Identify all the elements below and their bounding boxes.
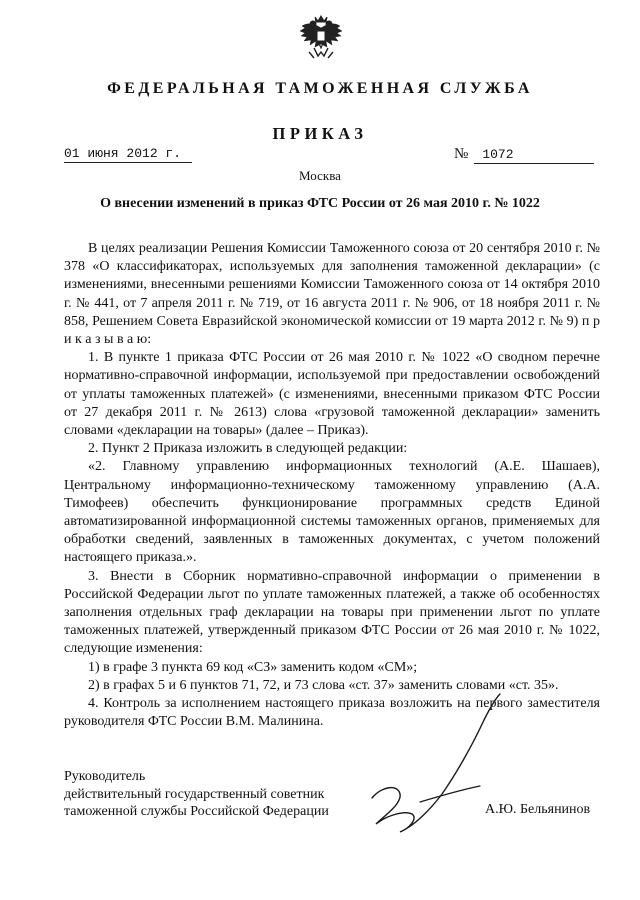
preamble-paragraph: В целях реализации Решения Комиссии Таможенного союза от 20 сентября 2010 г. № 378 «О классификаторах, используемых для заполнения таможенной декларации» (с изменениями, внесенными решениями Комиссии Таможенного союза от 14 октября 2010 г. № 441, от 7 апреля 2011 г. № 719, от 16 августа 2011 г. № 906, от 18 ноября 2011 г. № 858, Решением Совета Евразийской экономической комиссии от 19 марта 2012 г. № 9) п р и к а з ы в а ю: (64, 241, 600, 348)
order-body (64, 240, 600, 731)
paragraph-1: 1. В пункте 1 приказа ФТС России от 26 мая 2010 г. № 1022 «О сводном перечне нормативно-справочной информации, используемой при предоставлении освобождений от уплаты таможенных платежей» (с изменениями, внесенными приказом ФТС России от 27 декабря 2011 г. № 2613) слова «грузовой таможенной декларации» заменить словами «декларации на товары» (далее – Приказ). (64, 350, 600, 439)
signatory-rank-line1: действительный государственный советник (64, 786, 325, 802)
handwritten-signature (360, 690, 550, 850)
order-number: 1072 (474, 147, 594, 164)
signer-name: А.Ю. Бельянинов (485, 802, 591, 817)
city: Москва (299, 168, 341, 183)
paragraph-3-item-2: 2) в графах 5 и 6 пунктов 71, 72, и 73 слова «ст. 37» заменить словами «ст. 35». (88, 677, 559, 693)
paragraph-3: 3. Внести в Сборник нормативно-справочной информации о применении в Российской Федерации льгот по уплате таможенных платежей, а также об особенностях заполнения отдельных граф декларации на товары при применении льгот по уплате таможенных платежей, утвержденный приказом ФТС России от 26 мая 2010 г. № 1022, следующие изменения: (64, 568, 600, 657)
signatory-rank-line2: таможенной службы Российской Федерации (64, 804, 329, 819)
paragraph-4: 4. Контроль за исполнением настоящего приказа возложить на первого заместителя руководителя ФТС России В.М. Малинина. (64, 696, 600, 730)
number-sign: № (454, 146, 469, 162)
paragraph-3-item-1: 1) в графе 3 пункта 69 код «СЗ» заменить кодом «СМ»; (88, 659, 418, 675)
order-subject: О внесении изменений в приказ ФТС России от 26 мая 2010 г. № 1022 (100, 196, 540, 211)
paragraph-2: 2. Пункт 2 Приказа изложить в следующей редакции: (88, 441, 408, 457)
signature-title-block (64, 768, 329, 821)
order-date: 01 июня 2012 г. (64, 146, 192, 163)
paragraph-2-text: «2. Главному управлению информационных технологий (А.Е. Шашаев), Центральному информационно-техническому таможенному управлению (А.А. Тимофеев) обеспечить функционирование программных средств Единой автоматизированной информационной системы таможенных органов, применяемых для обработки сведений, заявленных в таможенных документах, с учетом положений настоящего приказа.». (64, 459, 600, 566)
agency-name: ФЕДЕРАЛЬНАЯ ТАМОЖЕННАЯ СЛУЖБА (107, 80, 533, 97)
document-type: ПРИКАЗ (272, 124, 368, 143)
coat-of-arms-icon (296, 14, 346, 66)
signatory-position: Руководитель (64, 769, 146, 784)
order-number-block (454, 146, 594, 164)
